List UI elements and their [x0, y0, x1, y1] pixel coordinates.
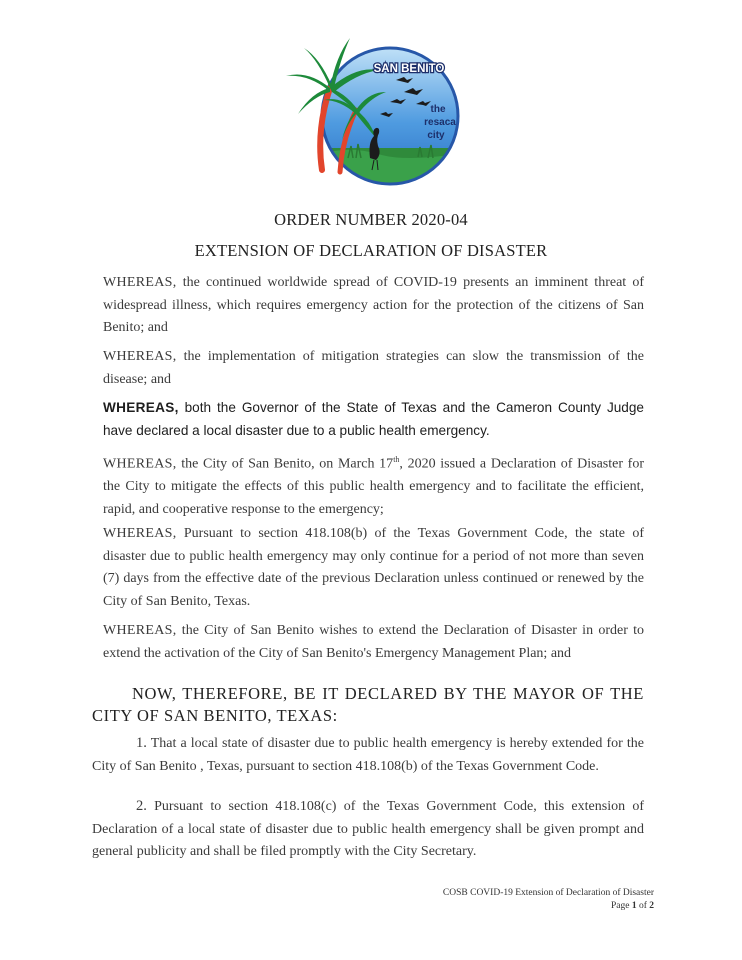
whereas-text: Pursuant to section 418.108(b) of the Texas Government Code, the state of disaster due to public health emergency may only continue for a period of not more than seven (7) days from the effective date of the previous Declaration unless continued or renewed by the City of San Benito, Texas.	[103, 526, 644, 609]
whereas-lead: WHEREAS,	[103, 526, 177, 541]
whereas-text: both the Governor of the State of Texas and the Cameron County Judge have declared a local disaster due to a public health emergency.	[103, 400, 644, 438]
whereas-lead: WHEREAS,	[103, 275, 177, 290]
whereas-text: the City of San Benito, on March 17	[176, 456, 394, 472]
whereas-lead: WHEREAS,	[103, 456, 177, 472]
item-text: Pursuant to section 418.108(c) of the Texas Government Code, this extension of Declaration of a local state of disaster due to public health emergency shall be given prompt and general publicity and shall be filed promptly with the City Secretary.	[92, 799, 644, 859]
order-subtitle: EXTENSION OF DECLARATION OF DISASTER	[194, 241, 548, 260]
whereas-text-continued: , 2020 issued a Declaration of Disaster for the City to mitigate the effects of this public health emergency and to facilitate the efficient, rapid, and cooperative response to the emergency;	[103, 456, 644, 517]
logo-name: SAN BENITO	[373, 63, 445, 75]
whereas-paragraph-4	[103, 449, 644, 521]
item-text: That a local state of disaster due to public health emergency is hereby extended for the City of San Benito , Texas, pursuant to section 418.108(b) of the Texas Government Code.	[92, 736, 644, 774]
whereas-paragraph-6	[103, 620, 644, 665]
whereas-lead: WHEREAS,	[103, 400, 179, 415]
whereas-text: the implementation of mitigation strategies can slow the transmission of the disease; and	[103, 349, 644, 387]
item-number: 1.	[136, 735, 147, 751]
page-current: 1	[631, 901, 637, 911]
order-item-1	[92, 732, 644, 778]
whereas-text: the City of San Benito wishes to extend the Declaration of Disaster in order to extend the activation of the City of San Benito's Emergency Management Plan; and	[103, 623, 644, 661]
page-of: of	[636, 901, 650, 911]
logo-tagline-city: city	[427, 130, 445, 141]
page-total: 2	[649, 901, 654, 911]
whereas-paragraph-2	[103, 346, 644, 391]
date-ordinal-suffix: th	[393, 455, 400, 464]
order-number-title: ORDER NUMBER 2020-04	[274, 210, 468, 229]
page-prefix: Page	[610, 901, 632, 911]
whereas-paragraph-3	[103, 397, 644, 442]
item-number: 2.	[136, 798, 147, 814]
whereas-lead: WHEREAS,	[103, 623, 177, 638]
order-item-2	[92, 795, 644, 864]
logo-tagline-resaca: resaca	[424, 117, 456, 128]
whereas-text: the continued worldwide spread of COVID-19 presents an imminent threat of widespread illness, which requires emergency action for the protection of the citizens of San Benito; and	[103, 275, 644, 335]
declaration-heading: NOW, THEREFORE, BE IT DECLARED BY THE MAYOR OF THE CITY OF SAN BENITO, TEXAS:	[92, 684, 644, 725]
logo-tagline-the: the	[430, 104, 446, 115]
footer-document-name: COSB COVID-19 Extension of Declaration of Disaster	[442, 888, 654, 898]
whereas-paragraph-5	[103, 523, 644, 613]
whereas-paragraph-1	[103, 272, 644, 340]
san-benito-logo	[278, 30, 463, 190]
whereas-lead: WHEREAS,	[103, 349, 177, 364]
footer-page-number	[611, 901, 654, 911]
